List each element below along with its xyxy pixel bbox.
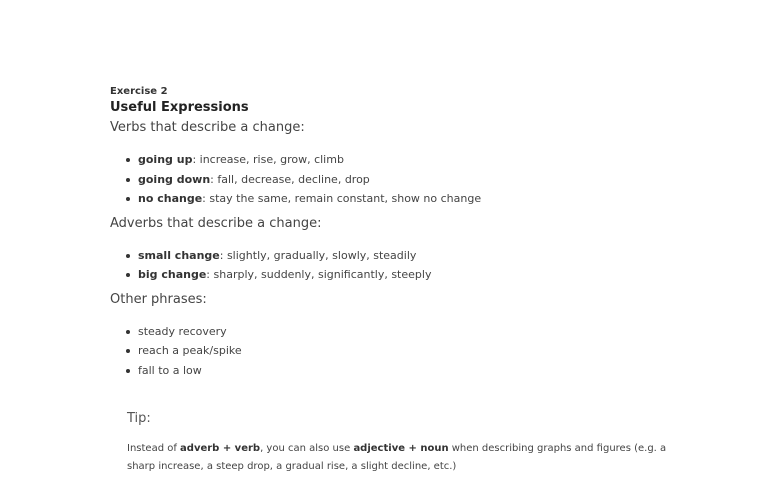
list-item-term: big change — [138, 268, 207, 281]
list-item-text: steady recovery — [138, 324, 227, 338]
list-item — [126, 150, 730, 170]
list-item-text: : sharply, suddenly, significantly, steeply — [206, 268, 432, 281]
tip-box — [127, 410, 687, 476]
list-item-text: fall to a low — [138, 363, 202, 377]
other-phrases-list — [110, 322, 730, 381]
section-adverbs — [110, 215, 730, 285]
tip-heading: Tip: — [127, 411, 151, 426]
list-item-term: going down — [138, 172, 211, 186]
tip-bold-term: adverb + verb — [180, 443, 261, 454]
exercise-content — [110, 86, 730, 380]
section-heading-adverbs: Adverbs that describe a change: — [110, 215, 322, 231]
list-item-text: : fall, decrease, decline, drop — [210, 172, 370, 186]
list-item — [126, 246, 730, 266]
tip-body — [127, 440, 687, 476]
list-item-term: no change — [138, 192, 203, 205]
section-heading-verbs: Verbs that describe a change: — [110, 120, 305, 135]
section-verbs — [110, 119, 730, 209]
list-item-text: : increase, rise, grow, climb — [192, 153, 344, 166]
section-heading-other-phrases: Other phrases: — [110, 291, 207, 307]
list-item-text: : slightly, gradually, slowly, steadily — [219, 248, 417, 262]
list-item — [126, 341, 730, 361]
section-other-phrases — [110, 291, 730, 381]
list-item-text: : stay the same, remain constant, show no change — [202, 192, 482, 205]
list-item — [126, 322, 730, 342]
tip-text: , you can also use — [260, 443, 354, 454]
adverbs-list — [110, 246, 730, 285]
tip-text: when describing graphs and figures (e.g. a sharp increase, a steep drop, a gradual rise, a slight decline, etc.) — [127, 443, 667, 472]
verbs-list — [110, 150, 730, 209]
exercise-label: Exercise 2 — [110, 86, 168, 97]
list-item-term: small change — [138, 248, 220, 262]
tip-bold-term: adjective + noun — [353, 443, 449, 454]
page-title: Useful Expressions — [110, 100, 249, 115]
list-item-text: reach a peak/spike — [138, 344, 242, 357]
tip-text: Instead of — [127, 443, 181, 454]
list-item-term: going up — [138, 153, 193, 166]
list-item — [126, 265, 730, 285]
list-item — [126, 170, 730, 190]
list-item — [126, 189, 730, 209]
list-item — [126, 361, 730, 381]
